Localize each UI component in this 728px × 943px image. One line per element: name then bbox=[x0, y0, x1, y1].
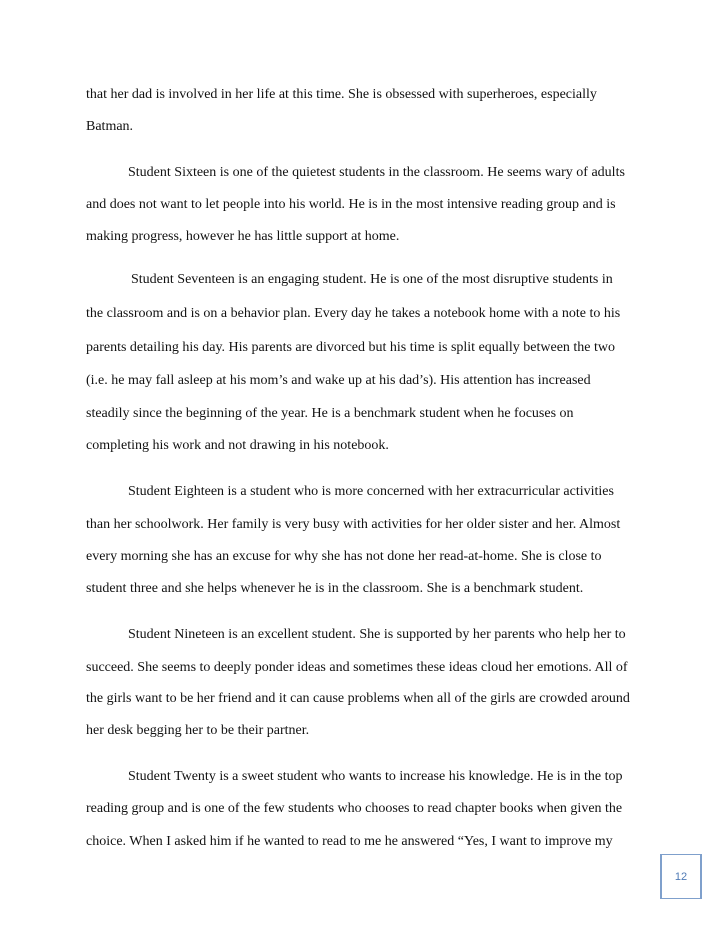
body-text-line: and does not want to let people into his world. He is in the most intensive reading group and is bbox=[86, 197, 616, 212]
body-text-line: making progress, however he has little support at home. bbox=[86, 229, 400, 244]
body-text-line: that her dad is involved in her life at this time. She is obsessed with superheroes, especially bbox=[86, 87, 597, 102]
body-text-line: Student Eighteen is a student who is more concerned with her extracurricular activities bbox=[128, 484, 614, 499]
body-text-line: the girls want to be her friend and it can cause problems when all of the girls are crowded around bbox=[86, 691, 630, 706]
body-text-line: Student Nineteen is an excellent student. She is supported by her parents who help her to bbox=[128, 627, 626, 642]
body-text-line: (i.e. he may fall asleep at his mom’s and wake up at his dad’s). His attention has increased bbox=[86, 373, 591, 388]
body-text-line: Batman. bbox=[86, 119, 134, 134]
body-text-line: Student Sixteen is one of the quietest students in the classroom. He seems wary of adults bbox=[128, 165, 625, 180]
body-text-line: her desk begging her to be their partner. bbox=[86, 723, 310, 738]
body-text-line: the classroom and is on a behavior plan. Every day he takes a notebook home with a note to his bbox=[86, 306, 621, 321]
body-text-line: every morning she has an excuse for why she has not done her read-at-home. She is close to bbox=[86, 549, 602, 564]
body-text-line: Student Twenty is a sweet student who wants to increase his knowledge. He is in the top bbox=[128, 769, 623, 784]
body-text-line: succeed. She seems to deeply ponder ideas and sometimes these ideas cloud her emotions. All of bbox=[86, 660, 628, 675]
body-text-line: steadily since the beginning of the year. He is a benchmark student when he focuses on bbox=[86, 406, 574, 421]
body-text-line: choice. When I asked him if he wanted to read to me he answered “Yes, I want to improve my bbox=[86, 834, 613, 849]
body-text-line: student three and she helps whenever he is in the classroom. She is a benchmark student. bbox=[86, 581, 584, 596]
body-text-line: parents detailing his day. His parents are divorced but his time is split equally between the two bbox=[86, 340, 616, 355]
page-number: 12 bbox=[674, 870, 688, 883]
body-text-line: completing his work and not drawing in his notebook. bbox=[86, 438, 389, 453]
body-text-line: Student Seventeen is an engaging student. He is one of the most disruptive students in bbox=[131, 272, 613, 287]
page-number-box bbox=[660, 854, 702, 899]
body-text-line: than her schoolwork. Her family is very busy with activities for her older sister and her. Almost bbox=[86, 517, 621, 532]
body-text-line: reading group and is one of the few students who chooses to read chapter books when given the bbox=[86, 801, 623, 816]
